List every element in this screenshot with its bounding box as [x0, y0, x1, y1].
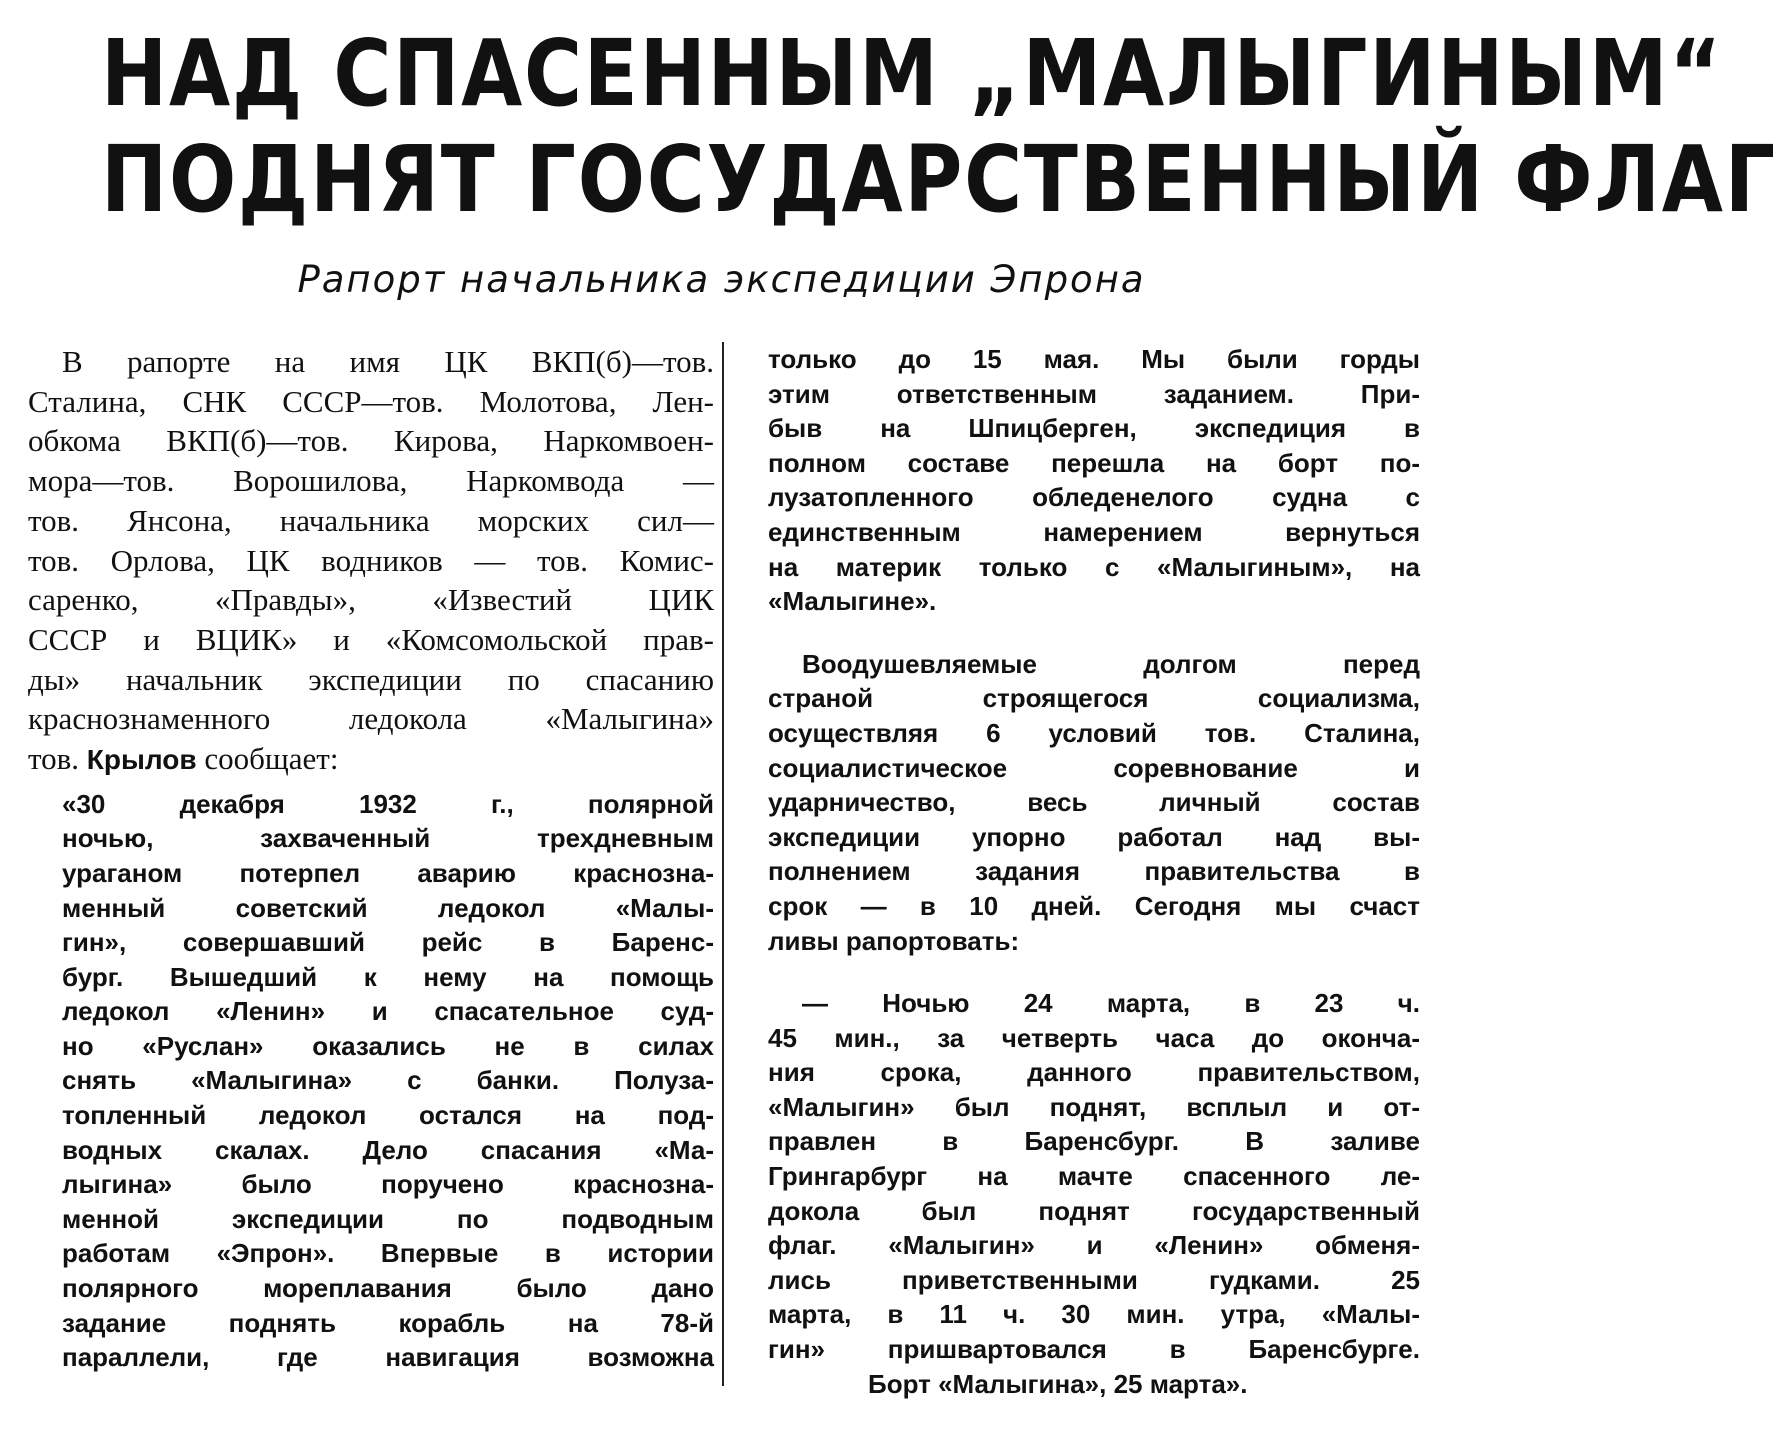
report-line: работам «Эпрон». Впервые в истории [62, 1238, 714, 1269]
report-line: ния срока, данного правительством, [768, 1057, 1420, 1088]
left-column [28, 342, 714, 1375]
report-line: водных скалах. Дело спасания «Ма- [62, 1134, 714, 1165]
intro-line: тов. Орлова, ЦК водников — тов. Комис- [28, 542, 714, 578]
column-divider [722, 342, 724, 1386]
report-line: Воодушевляемые долгом перед [802, 648, 1420, 679]
report-line: на материк только с «Малыгиным», на [768, 551, 1420, 582]
headline-line-2: ПОДНЯТ ГОСУДАРСТВЕННЫЙ ФЛАГ [101, 126, 1777, 233]
intro-line: саренко, «Правды», «Известий ЦИК [28, 582, 714, 618]
report-line: социалистическое соревнование и [768, 752, 1420, 783]
report-line: «Малыгине». [768, 586, 937, 617]
report-line: докола был поднят государственный [768, 1195, 1420, 1226]
report-line: топленный ледокол остался на под- [62, 1100, 714, 1131]
report-paragraph-1-continued [768, 342, 1420, 619]
report-line: единственным намерением вернуться [768, 516, 1420, 547]
intro-line: СССР и ВЦИК» и «Комсомольской прав- [28, 621, 714, 657]
report-line: лись приветственными гудками. 25 [768, 1264, 1420, 1295]
report-line: менной экспедиции по подводным [62, 1203, 714, 1234]
report-line: этим ответственным заданием. При- [768, 378, 1420, 409]
report-paragraph-2 [768, 647, 1420, 958]
intro-line: В рапорте на имя ЦК ВКП(б)—тов. [62, 344, 714, 379]
report-line: срок — в 10 дней. Сегодня мы счаст [768, 890, 1420, 921]
report-line: гин», совершавший рейс в Баренс- [62, 927, 714, 958]
report-line: лузатопленного обледенелого судна с [768, 482, 1420, 513]
report-paragraph-1 [28, 787, 714, 1375]
report-line: полнением задания правительства в [768, 856, 1420, 887]
report-line: страной строящегося социализма, [768, 683, 1420, 714]
report-line: марта, в 11 ч. 30 мин. утра, «Малы- [768, 1299, 1420, 1330]
report-line: правлен в Баренсбург. В заливе [768, 1126, 1420, 1157]
report-line: полном составе перешла на борт по- [768, 447, 1420, 478]
report-line: флаг. «Малыгин» и «Ленин» обменя- [768, 1230, 1420, 1261]
report-line: но «Руслан» оказались не в силах [62, 1030, 714, 1061]
intro-line: тов. Янсона, начальника морских сил— [28, 502, 714, 538]
report-line: параллели, где навигация возможна [62, 1342, 714, 1373]
report-line: ливы рапортовать: [768, 925, 1020, 956]
intro-line: Сталина, СНК СССР—тов. Молотова, Лен- [28, 383, 714, 419]
report-line: только до 15 мая. Мы были горды [768, 344, 1420, 374]
intro-line: краснознаменного ледокола «Малыгина» [28, 701, 714, 737]
report-line: ночью, захваченный трехдневным [62, 823, 714, 854]
intro-line: мора—тов. Ворошилова, Наркомвода — [28, 463, 714, 499]
intro-paragraph [28, 342, 714, 780]
report-line: снять «Малыгина» с банки. Полуза- [62, 1065, 714, 1096]
report-line: бург. Вышедший к нему на помощь [62, 961, 714, 992]
report-paragraph-3 [768, 986, 1420, 1401]
report-line: гин» пришвартовался в Баренсбурге. [768, 1334, 1420, 1365]
report-line: ледокол «Ленин» и спасательное суд- [62, 996, 714, 1027]
report-line: Грингарбург на мачте спасенного ле- [768, 1161, 1420, 1192]
intro-line: ды» начальник экспедиции по спасанию [28, 661, 714, 697]
report-line: 45 мин., за четверть часа до оконча- [768, 1022, 1420, 1053]
report-line: «Малыгин» был поднят, всплыл и от- [768, 1091, 1420, 1122]
report-line: ударничество, весь личный состав [768, 787, 1420, 818]
report-line: осуществляя 6 условий тов. Сталина, [768, 717, 1420, 748]
report-line: полярного мореплавания было дано [62, 1273, 714, 1304]
intro-suffix: сообщает: [204, 741, 339, 777]
intro-line: обкома ВКП(б)—тов. Кирова, Наркомвоен- [28, 423, 714, 459]
intro-last-line [28, 739, 714, 780]
report-line: «30 декабря 1932 г., полярной [62, 788, 714, 819]
report-line: менный советский ледокол «Малы- [62, 892, 714, 923]
report-line: ураганом потерпел аварию краснозна- [62, 857, 714, 888]
report-line: быв на Шпицберген, экспедиция в [768, 413, 1420, 444]
headline-line-1: НАД СПАСЕННЫМ „МАЛЫГИНЫМ“ [101, 20, 1724, 127]
report-line: — Ночью 24 марта, в 23 ч. [802, 988, 1420, 1019]
report-signature: Борт «Малыгина», 25 марта». [868, 1368, 1248, 1399]
report-line: задание поднять корабль на 78-й [62, 1307, 714, 1338]
report-line: лыгина» было поручено краснозна- [62, 1169, 714, 1200]
intro-prefix: тов. [28, 741, 80, 777]
right-column [768, 342, 1420, 1401]
author-name: Крылов [86, 744, 197, 776]
article-subtitle: Рапорт начальника экспедиции Эпрона [297, 258, 1146, 301]
report-line: экспедиции упорно работал над вы- [768, 821, 1420, 852]
